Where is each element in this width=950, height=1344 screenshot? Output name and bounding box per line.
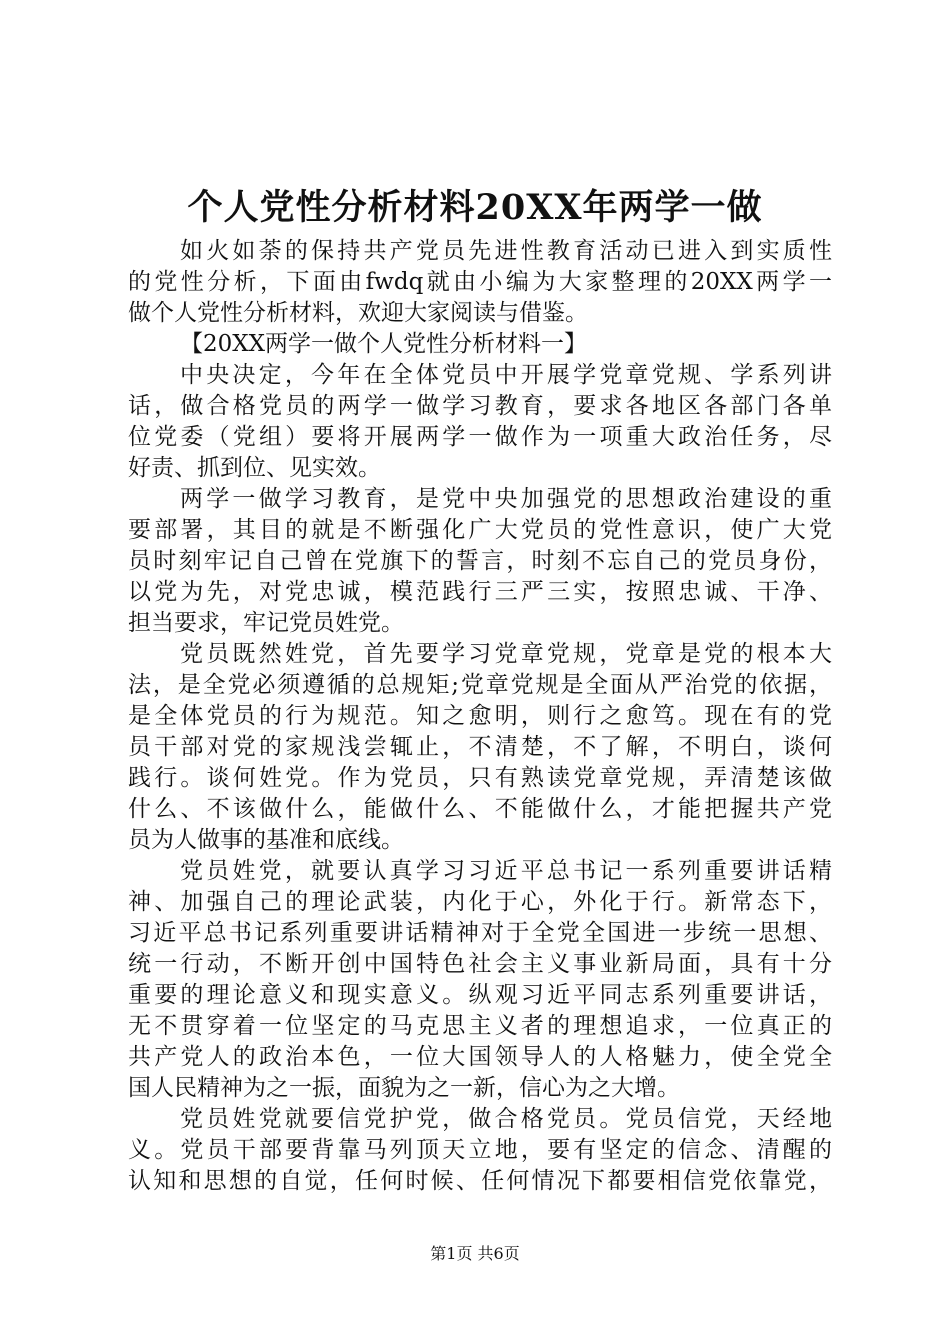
text-line: 如火如荼的保持共产党员先进性教育活动已进入到实质性	[180, 238, 832, 264]
text-line: 重要的理论意义和现实意义。纵观习近平同志系列重要讲话，	[128, 982, 832, 1008]
text-line: 践行。谈何姓党。作为党员，只有熟读党章党规，弄清楚该做	[128, 765, 832, 791]
text-line: 的党性分析，下面由fwdq就由小编为大家整理的20XX两学一	[128, 269, 832, 295]
text-line: 员时刻牢记自己曾在党旗下的誓言，时刻不忘自己的党员身份，	[128, 548, 832, 574]
text-line: 员为人做事的基准和底线。	[128, 827, 404, 853]
document-title: 个人党性分析材料20XX年两学一做	[187, 187, 763, 228]
text-line: 法，是全党必须遵循的总规矩;党章党规是全面从严治党的依据，	[128, 672, 832, 698]
text-line: 要部署，其目的就是不断强化广大党员的党性意识，使广大党	[128, 517, 832, 543]
page-footer: 第1页 共6页	[430, 1244, 520, 1263]
text-line: 统一行动，不断开创中国特色社会主义事业新局面，具有十分	[128, 951, 832, 977]
text-line: 中央决定，今年在全体党员中开展学党章党规、学系列讲	[180, 362, 832, 388]
text-line: 义。党员干部要背靠马列顶天立地，要有坚定的信念、清醒的	[128, 1137, 832, 1163]
text-line: 员干部对党的家规浅尝辄止，不清楚，不了解，不明白，谈何	[128, 734, 832, 760]
text-line: 共产党人的政治本色，一位大国领导人的人格魅力，使全党全	[128, 1044, 832, 1070]
text-line: 神、加强自己的理论武装，内化于心，外化于行。新常态下，	[128, 889, 832, 915]
text-line: 两学一做学习教育，是党中央加强党的思想政治建设的重	[180, 486, 832, 512]
text-line: 什么、不该做什么，能做什么、不能做什么，才能把握共产党	[128, 796, 832, 822]
text-line: 位党委（党组）要将开展两学一做作为一项重大政治任务，尽	[128, 424, 832, 450]
text-line: 党员姓党就要信党护党，做合格党员。党员信党，天经地	[180, 1106, 832, 1132]
text-line: 【20XX两学一做个人党性分析材料一】	[180, 331, 588, 357]
document-body	[128, 236, 832, 1197]
text-line: 党员既然姓党，首先要学习党章党规，党章是党的根本大	[180, 641, 832, 667]
text-line: 国人民精神为之一振，面貌为之一新，信心为之大增。	[128, 1075, 680, 1101]
text-line: 习近平总书记系列重要讲话精神对于全党全国进一步统一思想、	[128, 920, 832, 946]
text-line: 以党为先，对党忠诚，模范践行三严三实，按照忠诚、干净、	[128, 579, 832, 605]
text-line: 担当要求，牢记党员姓党。	[128, 610, 404, 636]
text-line: 无不贯穿着一位坚定的马克思主义者的理想追求，一位真正的	[128, 1013, 832, 1039]
text-line: 是全体党员的行为规范。知之愈明，则行之愈笃。现在有的党	[128, 703, 832, 729]
text-line: 认知和思想的自觉，任何时候、任何情况下都要相信党依靠党，	[128, 1168, 832, 1194]
text-line: 党员姓党，就要认真学习习近平总书记一系列重要讲话精	[180, 858, 832, 884]
text-line: 话，做合格党员的两学一做学习教育，要求各地区各部门各单	[128, 393, 832, 419]
text-line: 好责、抓到位、见实效。	[128, 455, 381, 481]
text-line: 做个人党性分析材料，欢迎大家阅读与借鉴。	[128, 300, 588, 326]
